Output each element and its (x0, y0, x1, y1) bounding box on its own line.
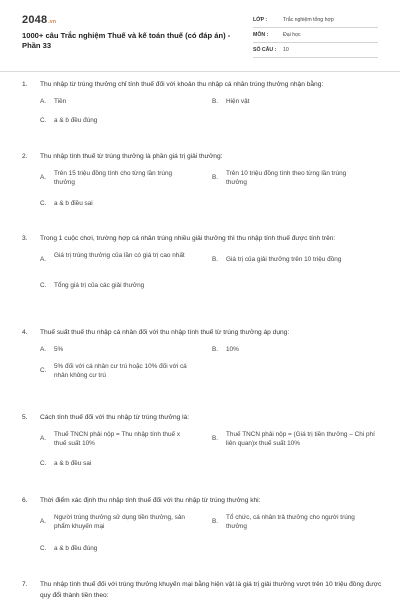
option-c[interactable] (40, 116, 190, 126)
question-1 (22, 80, 382, 124)
option-text: Trên 10 triệu đồng tính theo từng lần trúng thưởng (226, 169, 347, 186)
question-5 (22, 413, 382, 467)
option-c[interactable] (40, 459, 190, 469)
option-b[interactable] (212, 430, 382, 450)
option-label: C. (40, 116, 47, 124)
question-stem (22, 580, 382, 600)
question-stem (22, 328, 382, 339)
option-text: Người trúng thưởng sử dụng tiền thưởng, sản phẩm khuyến mại (54, 513, 185, 530)
option-label: A. (40, 435, 47, 442)
question-text: Trong 1 cuộc chơi, trường hợp cá nhân trúng nhiều giải thưởng thì thu nhập tính thuế được tính trên: (40, 235, 336, 242)
option-a[interactable] (40, 251, 205, 271)
option-text: 10% (226, 345, 239, 353)
option-b[interactable] (212, 251, 382, 271)
question-2 (22, 152, 382, 207)
option-label: B. (212, 518, 219, 525)
option-b[interactable] (212, 97, 382, 107)
question-number: 4. (22, 329, 28, 336)
option-c[interactable] (40, 362, 205, 382)
meta-value: 10 (283, 47, 289, 53)
option-text: Hiện vật (226, 97, 250, 105)
question-text: Thu nhập từ trúng thưởng chỉ tính thuế đối với khoản thu nhập cá nhân trúng thưởng nhận bằng: (40, 81, 324, 88)
option-text: Tổ chức, cá nhân trả thưởng cho người trúng thưởng (226, 513, 355, 530)
brand-logo[interactable] (22, 14, 56, 26)
option-text: Giá trị của giải thưởng trên 10 triệu đồng (226, 256, 342, 263)
option-a[interactable] (40, 345, 190, 355)
option-text: Thuế TNCN phải nộp = (Giá trị tiền thưởng – Chi phí liên quan)x thuế suất 10% (226, 430, 375, 447)
option-a[interactable] (40, 430, 205, 450)
option-text: Tổng giá trị của các giải thưởng (54, 281, 145, 289)
question-stem (22, 80, 382, 91)
question-number: 6. (22, 497, 28, 504)
question-stem (22, 413, 382, 424)
option-c[interactable] (40, 544, 190, 554)
option-c[interactable] (40, 281, 240, 291)
document-meta (253, 13, 378, 58)
option-text: a & b đều đúng (54, 116, 98, 124)
question-7 (22, 580, 382, 600)
question-stem (22, 496, 382, 507)
option-b[interactable] (212, 345, 382, 355)
question-text: Thời điểm xác định thu nhập tính thuế đối với thu nhập từ trúng thưởng khi: (40, 497, 261, 504)
option-a[interactable] (40, 513, 205, 533)
option-label: B. (212, 345, 219, 353)
question-6 (22, 496, 382, 552)
option-text: Thuế TNCN phải nộp = Thu nhập tính thuế x thuế suất 10% (54, 430, 181, 447)
option-label: A. (40, 256, 47, 263)
option-text: a & b đều đúng (54, 544, 98, 552)
question-text: Thu nhập tính thuế từ trúng thưởng là phần giá trị giải thưởng: (40, 153, 223, 160)
option-text: 5% (54, 345, 64, 353)
option-label: B. (212, 174, 219, 181)
question-4 (22, 328, 382, 379)
meta-row-class (253, 13, 378, 28)
option-label: A. (40, 97, 47, 105)
option-label: B. (212, 256, 219, 263)
meta-key: MÔN : (253, 32, 269, 38)
meta-key: SỐ CÂU : (253, 47, 277, 53)
meta-key: LỚP : (253, 17, 268, 23)
option-label: C. (40, 199, 47, 207)
header-divider (0, 71, 400, 72)
option-text: Tiền (54, 97, 67, 105)
option-a[interactable] (40, 169, 205, 189)
question-number: 1. (22, 81, 28, 88)
question-number: 2. (22, 153, 28, 160)
option-b[interactable] (212, 513, 382, 533)
brand-name: 2048 (22, 14, 48, 26)
question-3 (22, 234, 382, 289)
option-label: B. (212, 97, 219, 105)
question-text: Thuế suất thuế thu nhập cá nhân đối với thu nhập tính thuế từ trúng thưởng áp dụng: (40, 329, 290, 336)
meta-row-count (253, 43, 378, 58)
option-label: C. (40, 367, 47, 374)
option-text: 5% đối với cá nhân cư trú hoặc 10% đối với cá nhân không cư trú (54, 362, 187, 379)
option-text: a & b đều sai (54, 459, 92, 467)
question-number: 7. (22, 581, 28, 588)
question-number: 5. (22, 414, 28, 421)
question-stem (22, 152, 382, 163)
option-label: A. (40, 518, 47, 525)
option-label: A. (40, 345, 47, 353)
option-label: C. (40, 281, 47, 289)
question-text: Cách tính thuế đối với thu nhập từ trúng thưởng là: (40, 414, 190, 421)
question-stem (22, 234, 382, 245)
option-label: B. (212, 435, 219, 442)
option-b[interactable] (212, 169, 382, 189)
option-label: C. (40, 459, 47, 467)
document-title: 1000+ câu Trắc nghiệm Thuế và kế toán thuế (có đáp án) - Phần 33 (22, 31, 231, 50)
meta-value: Đại học (283, 32, 301, 38)
option-text: a & b điều sai (54, 199, 93, 207)
option-text: Trên 15 triệu đồng tính cho từng lần trúng thưởng (54, 169, 173, 186)
question-text: Thu nhập tính thuế đối với trúng thưởng khuyến mại bằng hiện vật là giá trị giải thưởng vượt trên 10 triệu đồng được quy đổi thành tiền theo: (40, 581, 382, 599)
option-a[interactable] (40, 97, 190, 107)
option-text: Giá trị trúng thưởng của lần có giá trị cao nhất (54, 251, 185, 259)
meta-value: Trắc nghiệm tổng hợp (283, 17, 334, 23)
option-c[interactable] (40, 199, 190, 209)
page-header (0, 0, 400, 64)
option-label: A. (40, 174, 47, 181)
meta-row-subject (253, 28, 378, 43)
brand-suffix: .vn (48, 19, 57, 25)
option-label: C. (40, 544, 47, 552)
question-number: 3. (22, 235, 28, 242)
